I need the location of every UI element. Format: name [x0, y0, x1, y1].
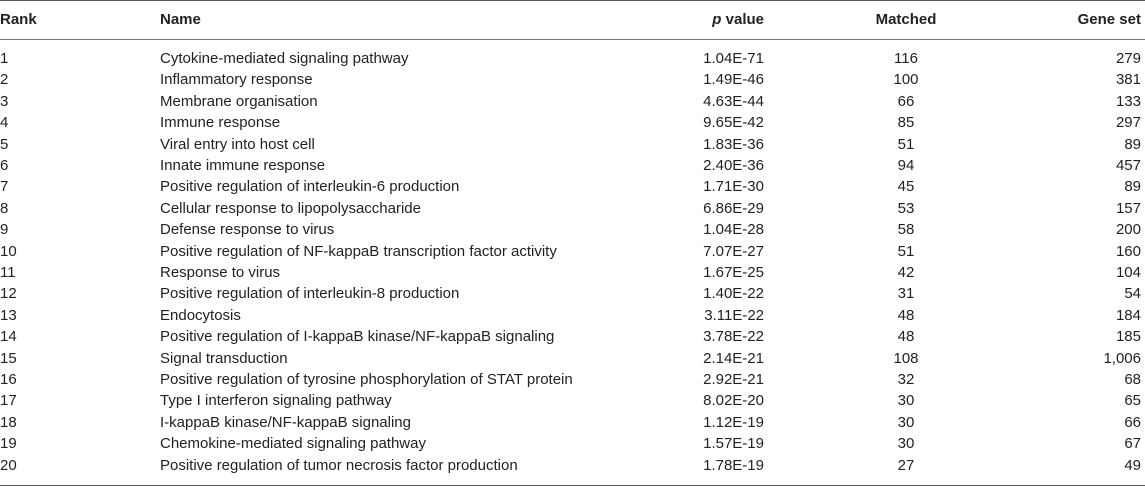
table-row	[0, 219, 1145, 240]
cell-gene-set: 66	[1124, 413, 1141, 431]
cell-gene-set: 67	[1124, 435, 1141, 453]
cell-rank: 4	[0, 114, 9, 132]
cell-gene-set: 160	[1115, 242, 1141, 260]
cell-p-value: 1.78E-19	[703, 456, 764, 474]
table-row	[0, 262, 1145, 283]
cell-name: Membrane organisation	[160, 92, 318, 110]
cell-p-value: 4.63E-44	[703, 92, 764, 110]
cell-matched: 30	[897, 435, 915, 453]
table-row	[0, 48, 1145, 69]
cell-rank: 8	[0, 199, 9, 217]
cell-matched: 85	[897, 114, 915, 132]
table-row	[0, 369, 1145, 390]
cell-matched: 58	[897, 221, 915, 239]
cell-rank: 17	[0, 392, 17, 410]
cell-name: Viral entry into host cell	[160, 135, 315, 153]
cell-rank: 3	[0, 92, 9, 110]
cell-rank: 10	[0, 242, 17, 260]
cell-gene-set: 157	[1115, 199, 1141, 217]
table-row	[0, 348, 1145, 369]
cell-gene-set: 279	[1115, 50, 1141, 67]
header-p-rest: value	[721, 11, 764, 28]
cell-name: Defense response to virus	[160, 221, 335, 239]
cell-rank: 20	[0, 456, 17, 474]
cell-matched: 48	[897, 306, 915, 324]
cell-matched: 32	[897, 371, 915, 388]
cell-gene-set: 68	[1124, 371, 1141, 388]
cell-matched: 42	[897, 264, 915, 281]
cell-name: Innate immune response	[160, 157, 326, 174]
cell-name: Positive regulation of tumor necrosis factor production	[160, 456, 518, 474]
cell-rank: 2	[0, 71, 9, 89]
cell-p-value: 3.78E-22	[703, 328, 764, 346]
cell-p-value: 7.07E-27	[703, 242, 764, 260]
cell-rank: 18	[0, 413, 17, 431]
table-row	[0, 198, 1145, 219]
cell-gene-set: 184	[1115, 306, 1141, 324]
cell-p-value: 1.71E-30	[703, 178, 764, 196]
cell-p-value: 3.11E-22	[704, 306, 764, 324]
table-row	[0, 155, 1145, 176]
header-gene-set: Gene set	[1077, 11, 1141, 28]
cell-p-value: 1.57E-19	[703, 435, 764, 453]
table-row	[0, 326, 1145, 347]
cell-gene-set: 104	[1115, 264, 1141, 281]
cell-matched: 48	[897, 328, 915, 346]
table-row	[0, 390, 1145, 411]
cell-rank: 15	[0, 349, 17, 367]
table-row	[0, 134, 1145, 155]
cell-name: Response to virus	[160, 264, 281, 281]
cell-matched: 53	[897, 199, 915, 217]
header-p-value	[660, 8, 764, 32]
table-row	[0, 112, 1145, 133]
cell-p-value: 6.86E-29	[703, 199, 764, 217]
cell-gene-set: 185	[1115, 328, 1141, 346]
cell-name: Cellular response to lipopolysaccharide	[160, 199, 421, 217]
header-p-italic: p	[712, 11, 722, 28]
cell-p-value: 1.04E-28	[703, 221, 764, 239]
cell-gene-set: 89	[1124, 135, 1141, 153]
cell-p-value: 1.49E-46	[703, 71, 764, 89]
cell-gene-set: 381	[1115, 71, 1141, 89]
cell-rank: 5	[0, 135, 9, 153]
cell-p-value: 2.40E-36	[703, 157, 764, 174]
cell-gene-set: 200	[1115, 221, 1141, 239]
header-matched: Matched	[875, 11, 937, 28]
table-row	[0, 176, 1145, 197]
cell-gene-set: 1,006	[1103, 349, 1141, 367]
cell-p-value: 2.92E-21	[703, 371, 764, 388]
cell-matched: 51	[897, 242, 915, 260]
table-header-rule	[0, 39, 1145, 40]
cell-matched: 45	[897, 178, 915, 196]
table-row	[0, 433, 1145, 454]
cell-rank: 9	[0, 221, 9, 239]
cell-name: Immune response	[160, 114, 281, 132]
cell-rank: 14	[0, 328, 17, 346]
cell-rank: 12	[0, 285, 17, 303]
cell-name: Chemokine-mediated signaling pathway	[160, 435, 426, 453]
cell-matched: 116	[894, 50, 918, 67]
cell-name: Type I interferon signaling pathway	[160, 392, 392, 410]
cell-matched: 108	[893, 349, 919, 367]
cell-p-value: 1.67E-25	[703, 264, 764, 281]
cell-name: Signal transduction	[160, 349, 288, 367]
cell-p-value: 8.02E-20	[703, 392, 764, 410]
table-row	[0, 455, 1145, 476]
header-rank: Rank	[0, 11, 37, 28]
cell-matched: 66	[897, 92, 915, 110]
table-row	[0, 241, 1145, 262]
table-row	[0, 283, 1145, 304]
cell-gene-set: 457	[1115, 157, 1141, 174]
cell-p-value: 2.14E-21	[703, 349, 764, 367]
cell-rank: 16	[0, 371, 17, 388]
cell-matched: 94	[897, 157, 915, 174]
cell-name: I-kappaB kinase/NF-kappaB signaling	[160, 413, 411, 431]
cell-name: Positive regulation of I-kappaB kinase/NF-kappaB signaling	[160, 328, 555, 346]
cell-p-value: 1.04E-71	[703, 50, 764, 67]
cell-name: Positive regulation of interleukin-8 production	[160, 285, 460, 303]
cell-matched: 100	[893, 71, 919, 89]
table-row	[0, 412, 1145, 433]
cell-gene-set: 49	[1124, 456, 1141, 474]
cell-matched: 27	[897, 456, 915, 474]
cell-matched: 30	[897, 392, 915, 410]
table-bottom-rule	[0, 485, 1145, 486]
cell-rank: 6	[0, 157, 9, 174]
cell-rank: 13	[0, 306, 17, 324]
cell-name: Cytokine-mediated signaling pathway	[160, 50, 409, 67]
table-header-row	[0, 8, 1145, 32]
header-name: Name	[160, 11, 201, 28]
table-row	[0, 305, 1145, 326]
table-top-rule	[0, 0, 1145, 1]
cell-name: Positive regulation of NF-kappaB transcription factor activity	[160, 242, 557, 260]
cell-gene-set: 65	[1124, 392, 1141, 410]
cell-name: Positive regulation of tyrosine phosphorylation of STAT protein	[160, 371, 573, 388]
cell-matched: 30	[897, 413, 915, 431]
cell-rank: 19	[0, 435, 17, 453]
cell-rank: 11	[0, 264, 16, 281]
cell-p-value: 9.65E-42	[703, 114, 764, 132]
cell-gene-set: 297	[1115, 114, 1141, 132]
cell-name: Endocytosis	[160, 306, 241, 324]
table-row	[0, 69, 1145, 90]
cell-rank: 7	[0, 178, 9, 196]
cell-p-value: 1.83E-36	[703, 135, 764, 153]
cell-p-value: 1.40E-22	[703, 285, 764, 303]
cell-gene-set: 89	[1124, 178, 1141, 196]
cell-gene-set: 54	[1124, 285, 1141, 303]
table-row	[0, 91, 1145, 112]
cell-rank: 1	[0, 50, 9, 67]
cell-matched: 51	[897, 135, 915, 153]
cell-gene-set: 133	[1115, 92, 1141, 110]
cell-matched: 31	[897, 285, 915, 303]
cell-name: Positive regulation of interleukin-6 production	[160, 178, 460, 196]
cell-p-value: 1.12E-19	[703, 413, 764, 431]
cell-name: Inflammatory response	[160, 71, 313, 89]
